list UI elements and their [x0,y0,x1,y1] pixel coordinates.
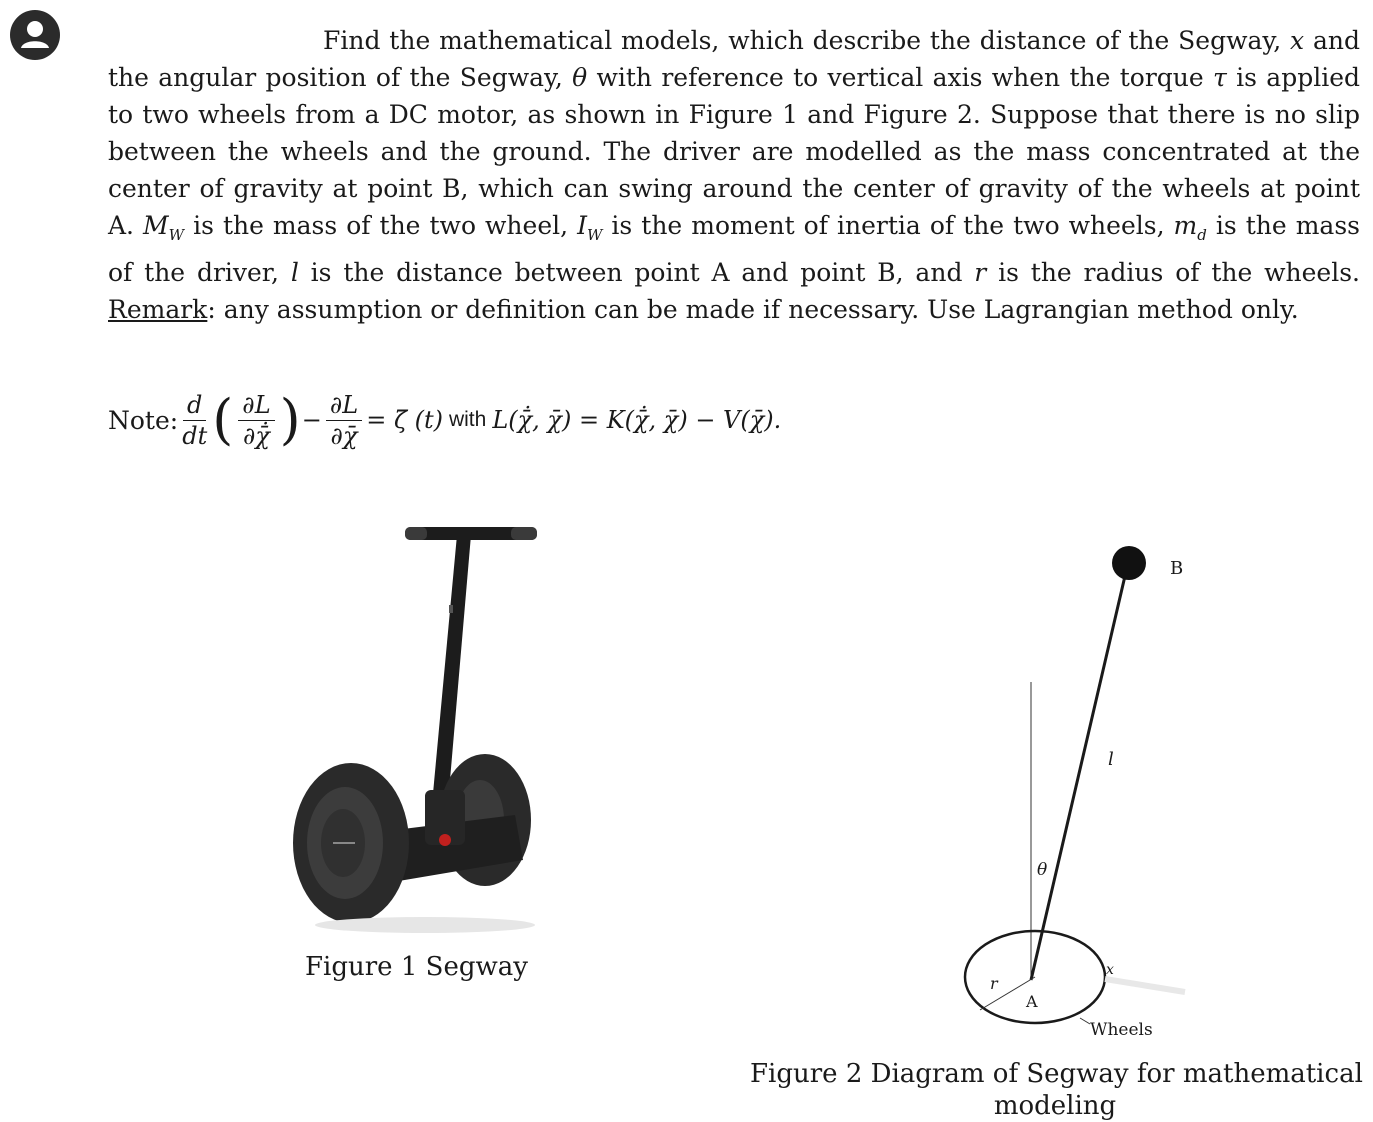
figure2-caption: Figure 2 Diagram of Segway for mathematical modeling [750,1059,1363,1121]
label-b: B [1170,558,1184,579]
user-avatar-icon[interactable] [10,10,60,60]
pendulum-rod [1031,563,1128,980]
dL-dxdot-fraction: $\frac{\partial L}{\partial\chī̇}$ [238,390,274,451]
d-dt-fraction: $\frac{d}{dt}$ [182,390,208,450]
label-a: A [1026,992,1038,1011]
label-x: x [1106,962,1114,978]
remark-label: Remark [108,295,208,324]
label-r: r [990,974,998,993]
mass-point-b [1112,546,1146,580]
lagrangian-definition: L(χ̄̇, χ̄) = K(χ̄̇, χ̄) − V(χ̄). [492,406,782,434]
note-rhs: = ζ̄ (t) [366,406,443,434]
segway-photo [285,515,545,935]
problem-statement: Find the mathematical models, which describe the distance of the Segway, x and the angular position of the Segway, θ with reference to vertical axis when the torque τ is applied to two wheels from a DC motor, as shown in Figure 1 and Figure 2. Suppose that there is no slip between the wheels and the ground. The driver are modelled as the mass concentrated at the center of gravity at point B, which can swing around the center of gravity of the wheels at point A. $M_W$ is the mass of the two wheel, $I_W$ is the moment of inertia of the two wheels, $m_d$ is the mass of the driver, l is the distance between point A and point B, and r is the radius of the wheels. Remark: any assumption or definition can be made if necessary. Use Lagrangian method only. [108,26,1360,324]
label-l: l [1108,749,1114,770]
figure1-caption: Figure 1 Segway [305,952,528,982]
label-theta: θ [1037,860,1048,880]
note-with: with [448,408,487,431]
label-wheels: Wheels [1090,1020,1153,1040]
dL-dx-fraction: $\frac{\partial L}{\partial\chī}$ [326,390,362,451]
note-label: Note: [108,405,179,435]
segway-diagram [940,530,1210,1050]
note-equation: Note: $\frac{d}{dt}$ ( $\frac{\partial L}{\partial\chī̇}$ ) − $\frac{\partial L}{\partial\chī}$ = ζ̄ (t) with L(χ̄̇, χ̄) = K(χ̄̇, χ̄) − V(χ̄). [108,388,782,451]
